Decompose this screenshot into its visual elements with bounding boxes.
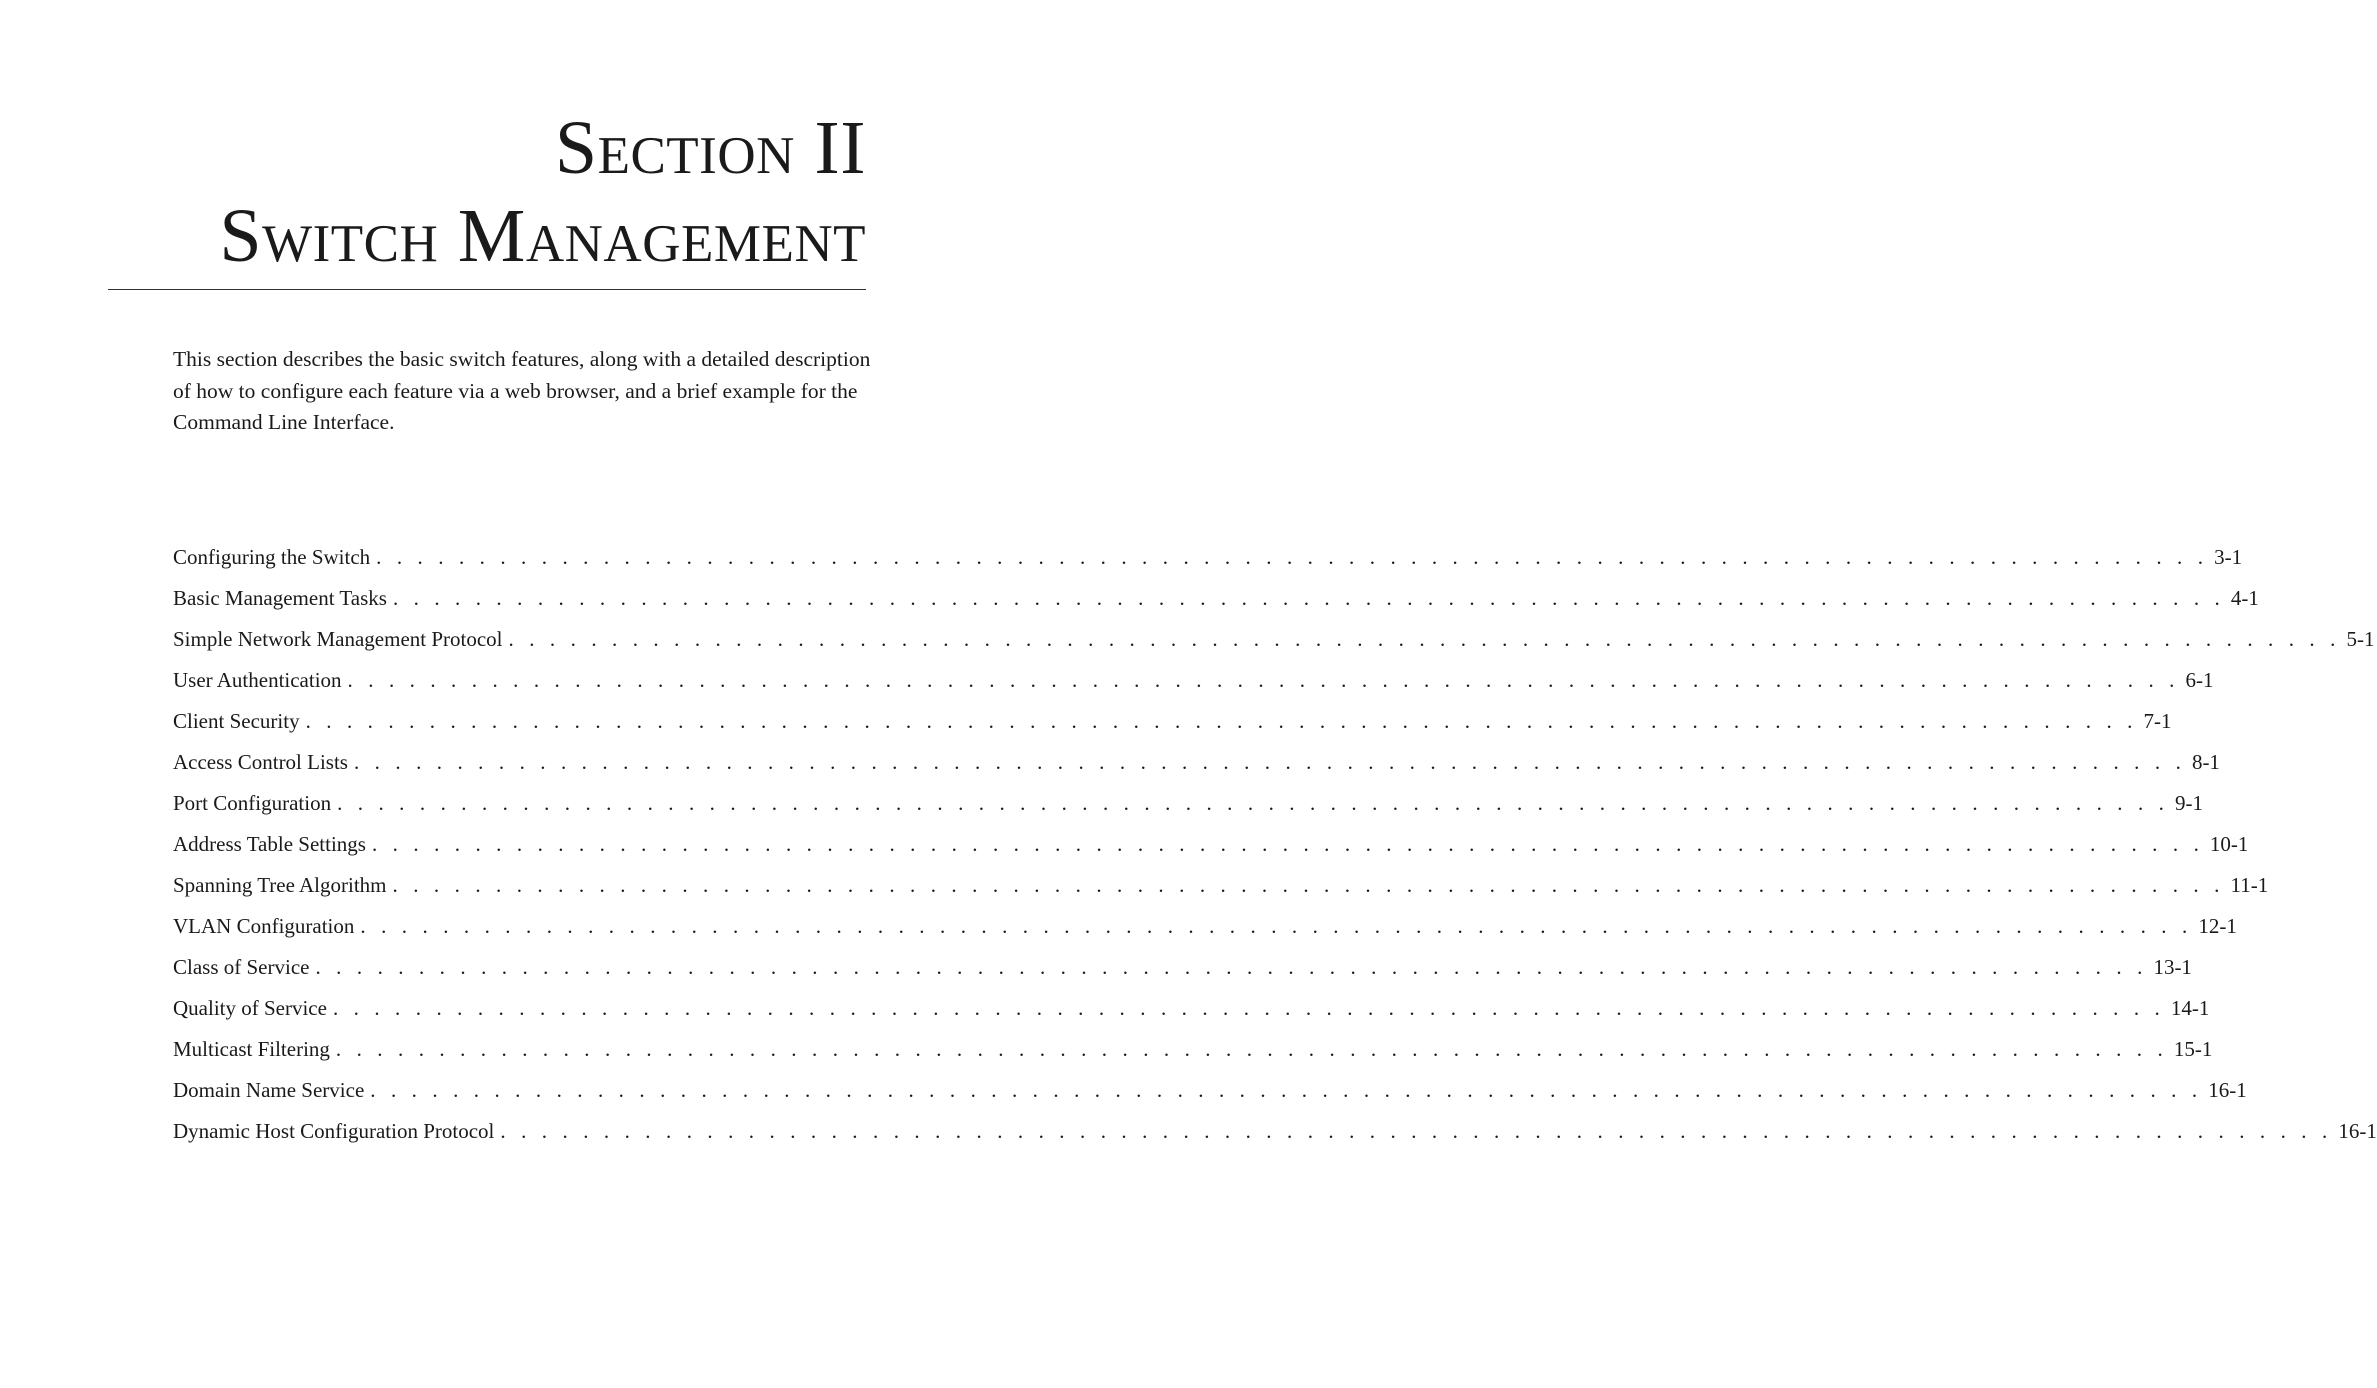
toc-leader-dots: . . . . . . . . . . . . . . . . . . . . . . . . . . . . . . . . . . . . . . . . . . . . . . . . . . . . . . . . . . . . . . . . . . . . . . . . . . . . . . . . . . . . . . . . .: [376, 545, 2209, 569]
toc-entry-page: 7-1: [2143, 709, 2172, 733]
section-title-block: [219, 104, 866, 280]
toc-entry[interactable]: [173, 704, 2172, 745]
toc-entry-label: User Authentication: [173, 668, 342, 692]
toc-leader-dots: . . . . . . . . . . . . . . . . . . . . . . . . . . . . . . . . . . . . . . . . . . . . . . . . . . . . . . . . . . . . . . . . . . . . . . . . . . . . . . . . . . . . . . . . .: [347, 668, 2180, 692]
toc-leader-dots: . . . . . . . . . . . . . . . . . . . . . . . . . . . . . . . . . . . . . . . . . . . . . . . . . . . . . . . . . . . . . . . . . . . . . . . . . . . . . . . . . . . . . . . . .: [315, 955, 2148, 979]
toc-entry[interactable]: [173, 540, 2243, 581]
toc-entry-label: VLAN Configuration: [173, 914, 355, 938]
toc-leader-dots: . . . . . . . . . . . . . . . . . . . . . . . . . . . . . . . . . . . . . . . . . . . . . . . . . . . . . . . . . . . . . . . . . . . . . . . . . . . . . . . . . . . . . . . . .: [392, 586, 2225, 610]
toc-entry-label: Port Configuration: [173, 791, 332, 815]
title-divider: [108, 289, 866, 290]
toc-entry[interactable]: [173, 950, 2192, 991]
toc-entry[interactable]: [173, 745, 2220, 786]
toc-entry[interactable]: [173, 1114, 2377, 1155]
toc-leader-dots: . . . . . . . . . . . . . . . . . . . . . . . . . . . . . . . . . . . . . . . . . . . . . . . . . . . . . . . . . . . . . . . . . . . . . . . . . . . . . . . . . . . . . . . . .: [371, 832, 2204, 856]
toc-entry-page: 13-1: [2153, 955, 2192, 979]
toc-leader-dots: . . . . . . . . . . . . . . . . . . . . . . . . . . . . . . . . . . . . . . . . . . . . . . . . . . . . . . . . . . . . . . . . . . . . . . . . . . . . . . . . . . . . . . . . .: [508, 627, 2341, 651]
intro-paragraph: This section describes the basic switch features, along with a detailed description of how to configure each feature via a web browser, and a brief example for the Command Line Interface.: [173, 347, 871, 434]
toc-entry-label: Client Security: [173, 709, 300, 733]
toc-entry-page: 14-1: [2170, 996, 2210, 1020]
toc-entry-page: 16-1: [2208, 1078, 2247, 1102]
toc-entry[interactable]: [173, 1073, 2247, 1114]
toc-entry-page: 10-1: [2209, 832, 2249, 856]
toc-entry-page: 8-1: [2191, 750, 2220, 774]
toc-leader-dots: . . . . . . . . . . . . . . . . . . . . . . . . . . . . . . . . . . . . . . . . . . . . . . . . . . . . . . . . . . . . . . . . . . . . . . . . . . . . . . . . . . . . . . . . .: [392, 873, 2225, 897]
toc-entry-label: Dynamic Host Configuration Protocol: [173, 1119, 495, 1143]
toc-leader-dots: . . . . . . . . . . . . . . . . . . . . . . . . . . . . . . . . . . . . . . . . . . . . . . . . . . . . . . . . . . . . . . . . . . . . . . . . . . . . . . . . . . . . . . . . .: [305, 709, 2138, 733]
toc-leader-dots: . . . . . . . . . . . . . . . . . . . . . . . . . . . . . . . . . . . . . . . . . . . . . . . . . . . . . . . . . . . . . . . . . . . . . . . . . . . . . . . . . . . . . . . . .: [337, 791, 2170, 815]
toc-entry-label: Quality of Service: [173, 996, 327, 1020]
toc-entry-page: 15-1: [2173, 1037, 2213, 1061]
table-of-contents: [173, 540, 2377, 1155]
toc-entry-page: 11-1: [2230, 873, 2269, 897]
toc-leader-dots: . . . . . . . . . . . . . . . . . . . . . . . . . . . . . . . . . . . . . . . . . . . . . . . . . . . . . . . . . . . . . . . . . . . . . . . . . . . . . . . . . . . . . . . . .: [500, 1119, 2333, 1143]
section-number-heading: Section II: [554, 106, 866, 190]
toc-entry-page: 5-1: [2346, 627, 2375, 651]
toc-leader-dots: . . . . . . . . . . . . . . . . . . . . . . . . . . . . . . . . . . . . . . . . . . . . . . . . . . . . . . . . . . . . . . . . . . . . . . . . . . . . . . . . . . . . . . . . .: [353, 750, 2186, 774]
toc-entry-label: Class of Service: [173, 955, 310, 979]
toc-entry-label: Configuring the Switch: [173, 545, 371, 569]
toc-entry-page: 3-1: [2214, 545, 2243, 569]
toc-leader-dots: . . . . . . . . . . . . . . . . . . . . . . . . . . . . . . . . . . . . . . . . . . . . . . . . . . . . . . . . . . . . . . . . . . . . . . . . . . . . . . . . . . . . . . . . .: [335, 1037, 2168, 1061]
toc-entry[interactable]: [173, 991, 2210, 1032]
toc-entry-label: Address Table Settings: [173, 832, 366, 856]
toc-entry-label: Domain Name Service: [173, 1078, 365, 1102]
toc-entry-page: 6-1: [2185, 668, 2214, 692]
toc-entry-page: 16-1: [2338, 1119, 2377, 1143]
toc-entry-page: 9-1: [2175, 791, 2204, 815]
toc-entry[interactable]: [173, 868, 2269, 909]
toc-entry-label: Basic Management Tasks: [173, 586, 387, 610]
toc-entry[interactable]: [173, 909, 2237, 950]
toc-entry-page: 12-1: [2198, 914, 2237, 938]
toc-entry-label: Access Control Lists: [173, 750, 348, 774]
toc-entry-label: Spanning Tree Algorithm: [173, 873, 387, 897]
toc-leader-dots: . . . . . . . . . . . . . . . . . . . . . . . . . . . . . . . . . . . . . . . . . . . . . . . . . . . . . . . . . . . . . . . . . . . . . . . . . . . . . . . . . . . . . . . . .: [360, 914, 2193, 938]
toc-entry-label: Multicast Filtering: [173, 1037, 330, 1061]
toc-entry-label: Simple Network Management Protocol: [173, 627, 503, 651]
toc-entry-page: 4-1: [2230, 586, 2259, 610]
toc-entry[interactable]: [173, 786, 2204, 827]
toc-entry[interactable]: [173, 1032, 2213, 1073]
toc-entry[interactable]: [173, 622, 2375, 663]
toc-entry[interactable]: [173, 827, 2249, 868]
toc-leader-dots: . . . . . . . . . . . . . . . . . . . . . . . . . . . . . . . . . . . . . . . . . . . . . . . . . . . . . . . . . . . . . . . . . . . . . . . . . . . . . . . . . . . . . . . . .: [332, 996, 2165, 1020]
toc-leader-dots: . . . . . . . . . . . . . . . . . . . . . . . . . . . . . . . . . . . . . . . . . . . . . . . . . . . . . . . . . . . . . . . . . . . . . . . . . . . . . . . . . . . . . . . . .: [370, 1078, 2203, 1102]
section-title-heading: Switch Management: [219, 194, 866, 278]
toc-entry[interactable]: [173, 581, 2259, 622]
toc-entry[interactable]: [173, 663, 2214, 704]
